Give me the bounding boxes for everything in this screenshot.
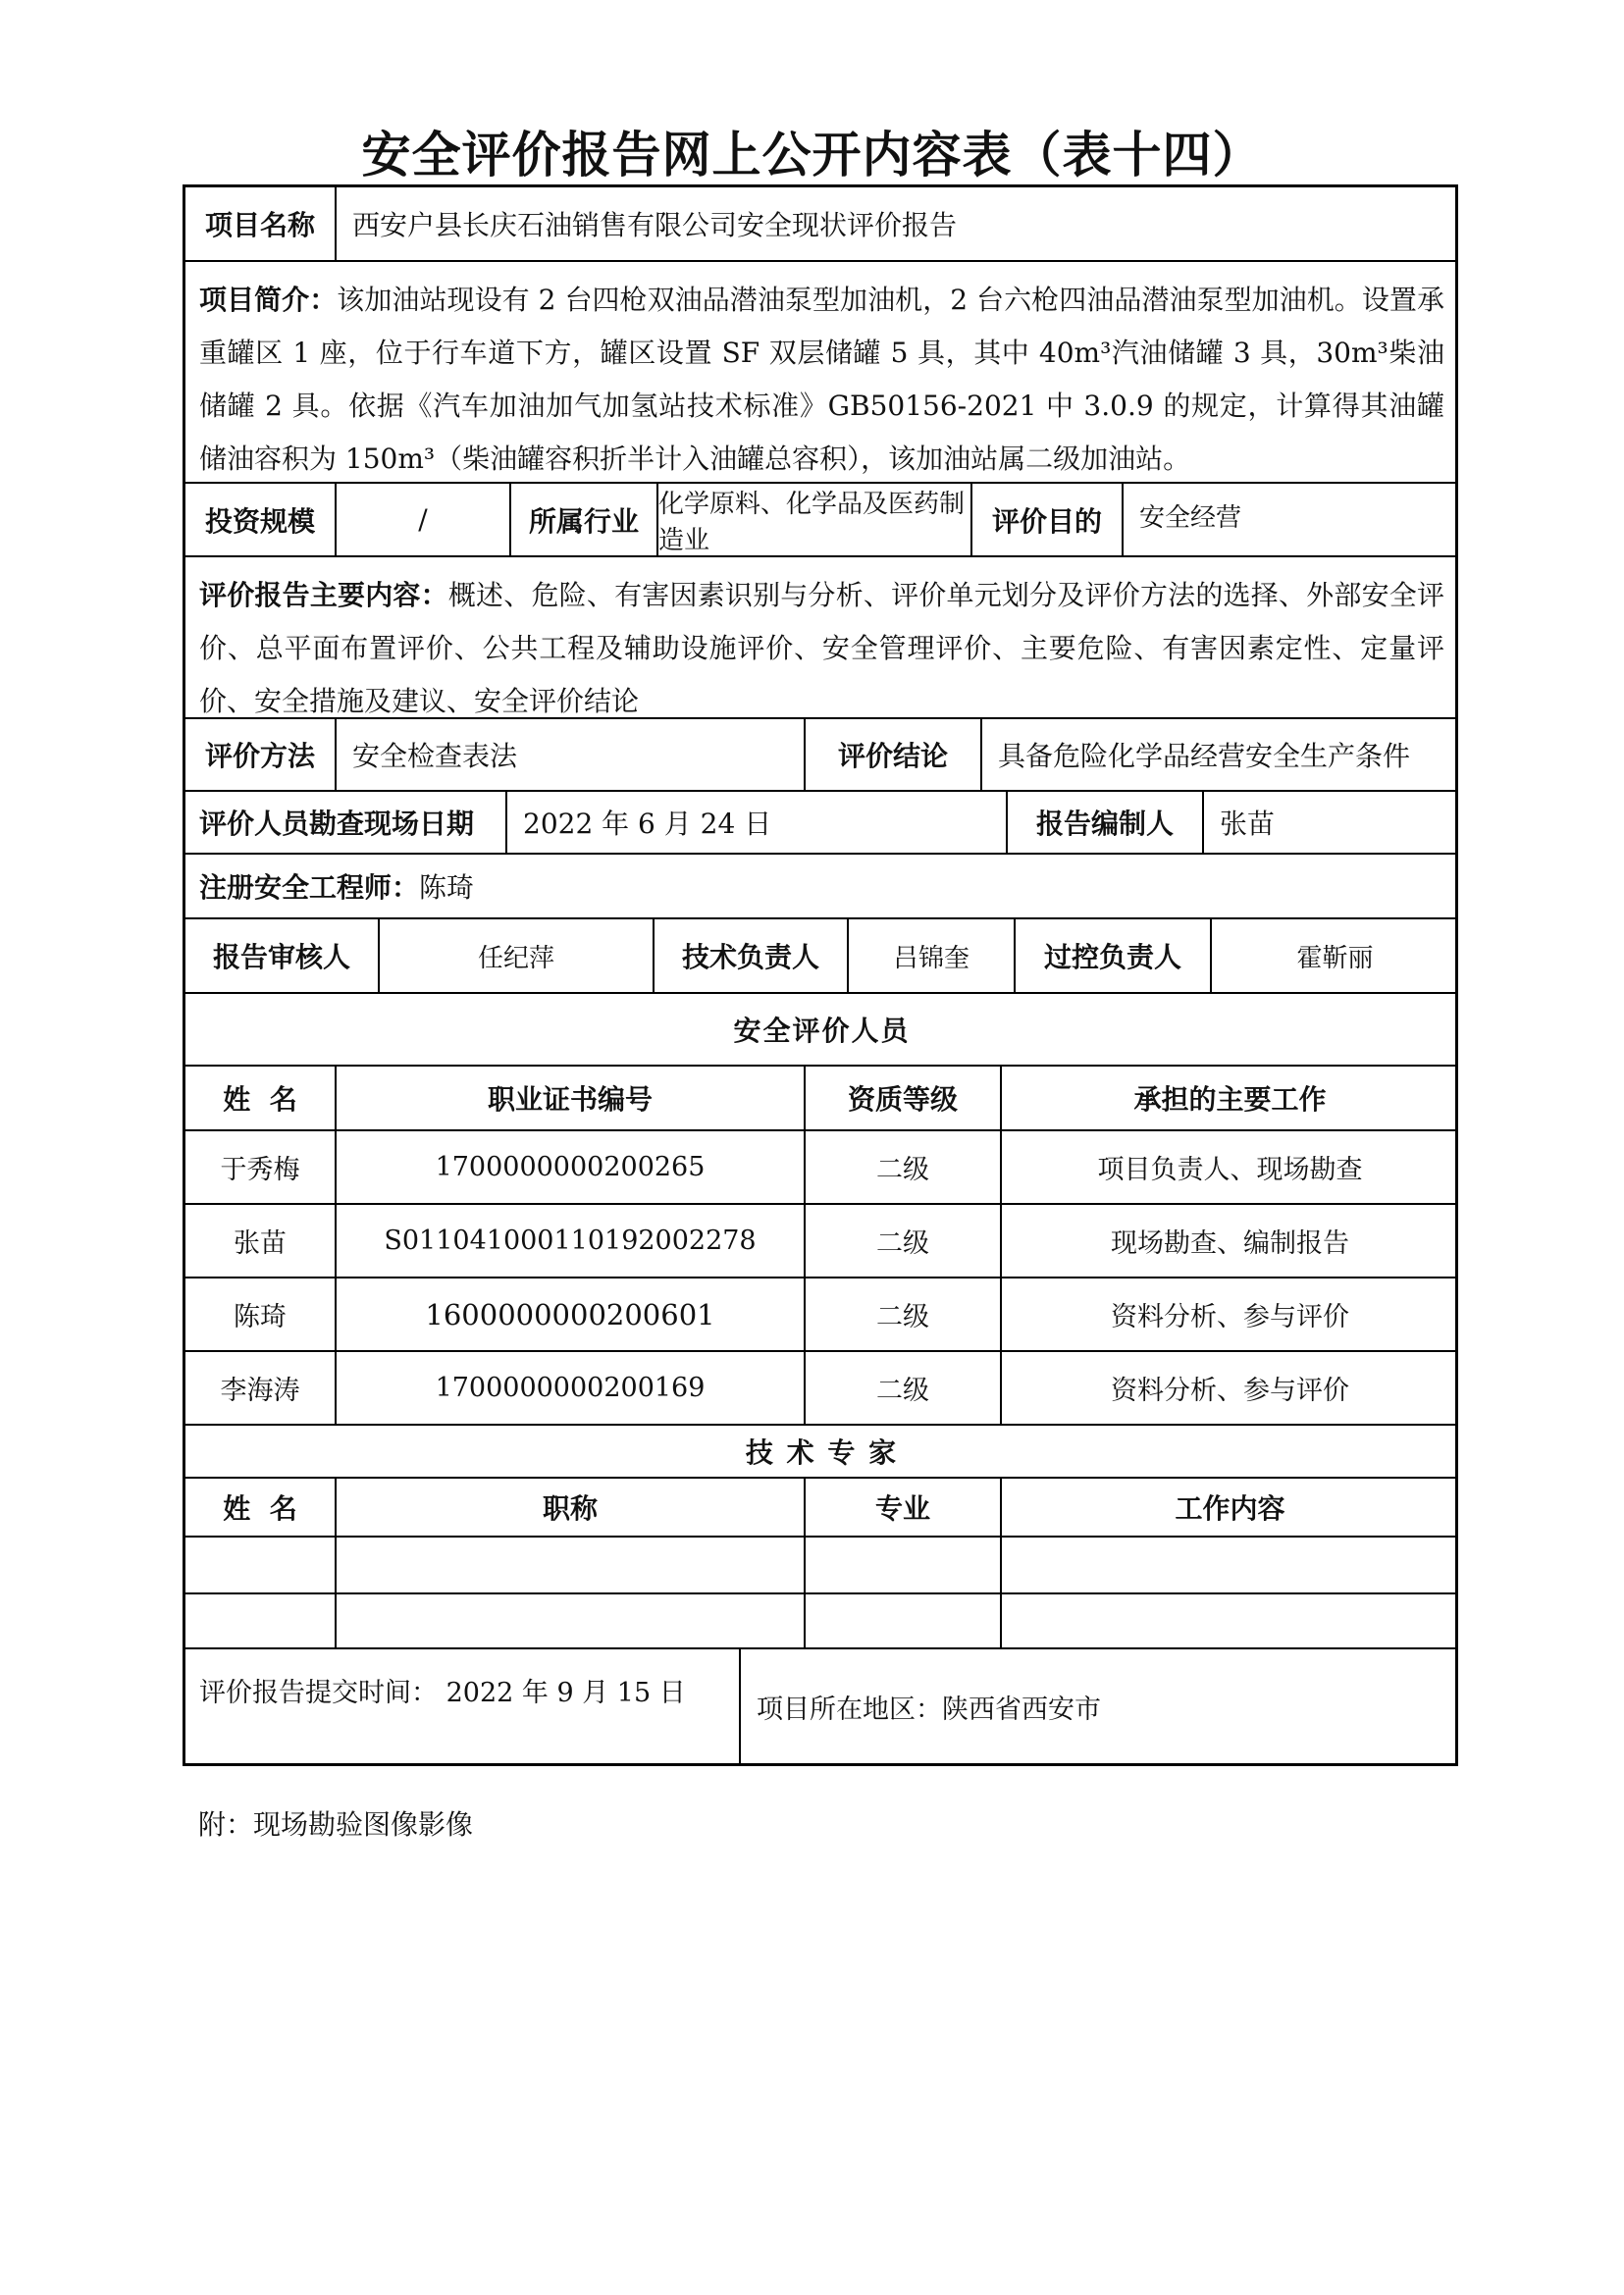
experts-header-work: 工作内容: [1002, 1479, 1458, 1538]
project-location: 项目所在地区：陕西省西安市: [757, 1694, 1101, 1725]
reviewer-label: 报告审核人: [185, 919, 380, 994]
method-label: 评价方法: [185, 719, 337, 792]
engineer-value: 陈琦: [419, 871, 475, 904]
experts-header-name: 姓 名: [185, 1479, 337, 1538]
staff-cert: 1700000000200169: [337, 1352, 806, 1426]
expert-empty-cell: [1002, 1594, 1458, 1649]
process-lead-value: 霍靳丽: [1212, 919, 1458, 994]
report-content-text: 概述、危险、有害因素识别与分析、评价单元划分及评价方法的选择、外部安全评价、总平面布置评价、公共工程及辅助设施评价、安全管理评价、主要危险、有害因素定性、定量评价、安全措施及建议、安全评价结论: [199, 579, 1444, 717]
expert-empty-cell: [337, 1538, 806, 1594]
compiler-label: 报告编制人: [1008, 792, 1204, 855]
staff-name: 陈琦: [185, 1278, 337, 1352]
submit-time: 评价报告提交时间： 2022 年 9 月 15 日: [185, 1649, 741, 1763]
conclusion-label: 评价结论: [806, 719, 982, 792]
tech-lead-value: 吕锦奎: [849, 919, 1016, 994]
method-value: 安全检查表法: [337, 719, 806, 792]
survey-date-label: 评价人员勘查现场日期: [185, 792, 507, 855]
process-lead-label: 过控负责人: [1016, 919, 1212, 994]
staff-header-work: 承担的主要工作: [1002, 1067, 1458, 1131]
experts-section-title: 技 术 专 家: [185, 1426, 1458, 1479]
industry-value: 化学原料、化学品及医药制造业: [658, 484, 972, 557]
project-name-label: 项目名称: [185, 187, 337, 262]
report-content: [185, 557, 1458, 719]
project-intro-label: 项目简介：: [199, 284, 338, 316]
report-content-label: 评价报告主要内容：: [199, 579, 448, 611]
staff-name: 张苗: [185, 1205, 337, 1278]
staff-level: 二级: [806, 1205, 1002, 1278]
purpose-label: 评价目的: [972, 484, 1124, 557]
staff-header-cert: 职业证书编号: [337, 1067, 806, 1131]
disclosure-table: [183, 184, 1458, 1766]
staff-header-name: 姓 名: [185, 1067, 337, 1131]
staff-level: 二级: [806, 1352, 1002, 1426]
staff-name: 于秀梅: [185, 1131, 337, 1205]
staff-name: 李海涛: [185, 1352, 337, 1426]
experts-header-title: 职称: [337, 1479, 806, 1538]
tech-lead-label: 技术负责人: [655, 919, 849, 994]
staff-cert: S011041000110192002278: [337, 1205, 806, 1278]
investment-label: 投资规模: [185, 484, 337, 557]
staff-level: 二级: [806, 1131, 1002, 1205]
purpose-value: 安全经营: [1124, 484, 1458, 557]
staff-cert: 1700000000200265: [337, 1131, 806, 1205]
expert-empty-cell: [185, 1538, 337, 1594]
engineer-label: 注册安全工程师：: [199, 871, 420, 904]
document-title: 安全评价报告网上公开内容表（表十四）: [361, 126, 1263, 183]
engineer-row: [185, 855, 1458, 919]
staff-section-title: 安全评价人员: [185, 994, 1458, 1067]
expert-empty-cell: [1002, 1538, 1458, 1594]
staff-work: 项目负责人、现场勘查: [1002, 1131, 1458, 1205]
staff-cert: 1600000000200601: [337, 1278, 806, 1352]
industry-label: 所属行业: [511, 484, 658, 557]
reviewer-value: 任纪萍: [380, 919, 655, 994]
staff-work: 资料分析、参与评价: [1002, 1278, 1458, 1352]
expert-empty-cell: [185, 1594, 337, 1649]
project-intro-text: 该加油站现设有 2 台四枪双油品潜油泵型加油机，2 台六枪四油品潜油泵型加油机。设置承重罐区 1 座，位于行车道下方，罐区设置 SF 双层储罐 5 具，其中 40m³汽油储罐 3 具，30m³柴油储罐 2 具。依据《汽车加油加气加氢站技术标准》GB50156-2021 中 3.0.9 的规定，计算得其油罐储油容积为 150m³（柴油罐容积折半计入油罐总容积），该加油站属二级加油站。: [199, 284, 1444, 475]
survey-date-value: 2022 年 6 月 24 日: [507, 792, 1008, 855]
footnote: 附：现场勘验图像影像: [198, 1808, 474, 1841]
expert-empty-cell: [806, 1538, 1002, 1594]
staff-work: 资料分析、参与评价: [1002, 1352, 1458, 1426]
staff-work: 现场勘查、编制报告: [1002, 1205, 1458, 1278]
experts-header-specialty: 专业: [806, 1479, 1002, 1538]
investment-value: /: [337, 484, 511, 557]
expert-empty-cell: [337, 1594, 806, 1649]
staff-level: 二级: [806, 1278, 1002, 1352]
expert-empty-cell: [806, 1594, 1002, 1649]
project-intro: [185, 262, 1458, 484]
conclusion-value: 具备危险化学品经营安全生产条件: [982, 719, 1458, 792]
staff-header-level: 资质等级: [806, 1067, 1002, 1131]
compiler-value: 张苗: [1204, 792, 1458, 855]
project-name-value: 西安户县长庆石油销售有限公司安全现状评价报告: [337, 187, 1458, 262]
